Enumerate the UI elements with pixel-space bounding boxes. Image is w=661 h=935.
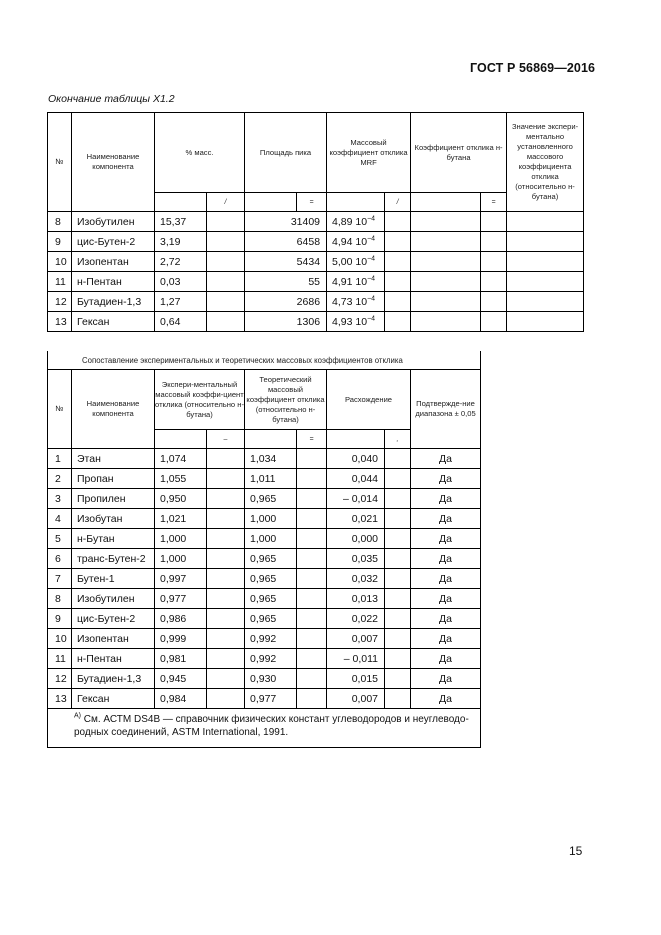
cell-theo: 1,011 (245, 469, 297, 489)
cell-confirm: Да (411, 449, 481, 469)
table-response-factors (47, 112, 584, 332)
cell-name: н-Пентан (72, 649, 155, 669)
cell-name: Пропан (72, 469, 155, 489)
cell-name: н-Пентан (72, 272, 155, 292)
cell-theo: 0,977 (245, 689, 297, 709)
cell-exp: 0,977 (155, 589, 207, 609)
cell-confirm: Да (411, 469, 481, 489)
cell-area: 31409 (245, 212, 327, 232)
table-row (48, 312, 584, 332)
cell-mrf-mantissa: 5,00 10 (332, 255, 368, 268)
table-caption: Окончание таблицы Х1.2 (48, 93, 175, 105)
cell-diff: 0,032 (327, 569, 385, 589)
cell-exp: 0,997 (155, 569, 207, 589)
cell-diff: 0,013 (327, 589, 385, 609)
cell-mrf-mantissa: 4,89 10 (332, 215, 368, 228)
cell-diff: 0,015 (327, 669, 385, 689)
cell-no: 4 (48, 509, 72, 529)
cell-confirm: Да (411, 689, 481, 709)
col2-header-diff: Расхождение (327, 370, 411, 430)
cell-name: Изобутилен (72, 212, 155, 232)
cell-theo: 0,965 (245, 549, 297, 569)
cell-confirm: Да (411, 629, 481, 649)
cell-diff: 0,044 (327, 469, 385, 489)
table-row (48, 669, 481, 689)
cell-area: 5434 (245, 252, 327, 272)
table-row (48, 252, 584, 272)
cell-no: 5 (48, 529, 72, 549)
table-row (48, 469, 481, 489)
cell-name: Бутен-1 (72, 569, 155, 589)
col2-header-theo: Теоретический массовый коэффициент отклика (относительно н-бутана) (245, 370, 327, 430)
cell-exp: 0,984 (155, 689, 207, 709)
cell-name: Этан (72, 449, 155, 469)
cell-theo: 1,034 (245, 449, 297, 469)
cell-name: Бутадиен-1,3 (72, 669, 155, 689)
cell-mrf-mantissa: 4,91 10 (332, 275, 368, 288)
col-header-mass: % масс. (155, 113, 245, 193)
cell-mrf (327, 252, 385, 272)
table-row (48, 609, 481, 629)
cell-confirm: Да (411, 489, 481, 509)
footnote (48, 709, 481, 748)
cell-exp: 0,986 (155, 609, 207, 629)
cell-no: 7 (48, 569, 72, 589)
subheader-mrf: / (385, 193, 411, 212)
cell-theo: 0,930 (245, 669, 297, 689)
cell-exp: 0,950 (155, 489, 207, 509)
cell-diff: 0,000 (327, 529, 385, 549)
standard-designation: ГОСТ Р 56869—2016 (470, 61, 596, 75)
cell-mrf (327, 292, 385, 312)
cell-mrf-exponent: −4 (367, 235, 376, 242)
cell-mrf-exponent: −4 (367, 215, 376, 222)
cell-mrf-mantissa: 4,94 10 (332, 235, 368, 248)
cell-mrf-exponent: −4 (367, 295, 376, 302)
col-header-name: Наименование компонента (72, 113, 155, 212)
table-row (48, 489, 481, 509)
cell-diff: 0,040 (327, 449, 385, 469)
cell-name: транс-Бутен-2 (72, 549, 155, 569)
table-row (48, 549, 481, 569)
cell-exp: 0,981 (155, 649, 207, 669)
cell-no: 10 (48, 252, 72, 272)
col-header-value: Значение экспери-ментально установленного массового коэффициента отклика (относительно н-бутана) (507, 113, 584, 212)
cell-name: н-Бутан (72, 529, 155, 549)
footnote-text: См. АСТМ DS4B — справочник физических констант углеводородов и неуглеводо-родных соединений, ASTM International, 1991. (74, 714, 469, 738)
cell-diff: 0,007 (327, 689, 385, 709)
cell-no: 12 (48, 292, 72, 312)
cell-no: 1 (48, 449, 72, 469)
cell-exp: 1,000 (155, 549, 207, 569)
col-header-no: № (48, 113, 72, 212)
col-header-mrf (327, 113, 411, 193)
cell-area: 2686 (245, 292, 327, 312)
cell-no: 13 (48, 689, 72, 709)
cell-diff: 0,007 (327, 629, 385, 649)
subheader-mass: / (207, 193, 245, 212)
table-row (48, 509, 481, 529)
cell-confirm: Да (411, 589, 481, 609)
cell-mrf (327, 312, 385, 332)
cell-diff: 0,022 (327, 609, 385, 629)
cell-no: 8 (48, 212, 72, 232)
table-row (48, 629, 481, 649)
table-row (48, 212, 584, 232)
table-row (48, 292, 584, 312)
cell-confirm: Да (411, 549, 481, 569)
cell-no: 9 (48, 232, 72, 252)
cell-mass: 2,72 (155, 252, 207, 272)
cell-theo: 0,992 (245, 649, 297, 669)
cell-theo: 0,965 (245, 609, 297, 629)
col2-header-no: № (48, 370, 72, 449)
subheader2-diff: , (385, 430, 411, 449)
page-number: 15 (569, 844, 583, 858)
table-comparison (47, 351, 481, 748)
col2-header-exp: Экспери-ментальный массовый коэффи-циент отклика (относительно н-бутана) (155, 370, 245, 430)
cell-diff: – 0,014 (327, 489, 385, 509)
cell-name: цис-Бутен-2 (72, 232, 155, 252)
cell-name: Пропилен (72, 489, 155, 509)
cell-confirm: Да (411, 669, 481, 689)
table-row (48, 689, 481, 709)
cell-mrf (327, 212, 385, 232)
cell-name: цис-Бутен-2 (72, 609, 155, 629)
cell-diff: 0,035 (327, 549, 385, 569)
cell-exp: 0,999 (155, 629, 207, 649)
cell-confirm: Да (411, 649, 481, 669)
cell-no: 8 (48, 589, 72, 609)
section-title: Сопоставление экспериментальных и теоретических массовых коэффициентов отклика (48, 351, 481, 370)
cell-exp: 0,945 (155, 669, 207, 689)
table-row (48, 232, 584, 252)
subheader2-theo: = (297, 430, 327, 449)
cell-mrf-mantissa: 4,93 10 (332, 315, 368, 328)
cell-name: Изобутилен (72, 589, 155, 609)
cell-confirm: Да (411, 509, 481, 529)
cell-no: 6 (48, 549, 72, 569)
cell-exp: 1,021 (155, 509, 207, 529)
subheader-area: = (297, 193, 327, 212)
table-row (48, 589, 481, 609)
table-row (48, 272, 584, 292)
cell-mrf (327, 232, 385, 252)
cell-no: 3 (48, 489, 72, 509)
cell-area: 1306 (245, 312, 327, 332)
cell-mrf-mantissa: 4,73 10 (332, 295, 368, 308)
cell-mass: 15,37 (155, 212, 207, 232)
mrf-header-text: Массовый коэффициент отклика MRF (329, 137, 408, 167)
table-row (48, 569, 481, 589)
cell-area: 55 (245, 272, 327, 292)
cell-mrf (327, 272, 385, 292)
col2-header-confirm: Подтвержде-ние диапазона ± 0,05 (411, 370, 481, 449)
cell-no: 9 (48, 609, 72, 629)
cell-name: Изопентан (72, 252, 155, 272)
col-header-area: Площадь пика (245, 113, 327, 193)
cell-name: Гексан (72, 689, 155, 709)
cell-name: Изопентан (72, 629, 155, 649)
cell-theo: 0,965 (245, 569, 297, 589)
cell-exp: 1,000 (155, 529, 207, 549)
cell-exp: 1,074 (155, 449, 207, 469)
cell-no: 11 (48, 649, 72, 669)
cell-theo: 0,992 (245, 629, 297, 649)
cell-name: Гексан (72, 312, 155, 332)
cell-name: Бутадиен-1,3 (72, 292, 155, 312)
cell-mass: 0,64 (155, 312, 207, 332)
subheader-coef: = (481, 193, 507, 212)
cell-mrf-exponent: −4 (367, 275, 376, 282)
subheader2-exp: – (207, 430, 245, 449)
table-row (48, 649, 481, 669)
cell-no: 11 (48, 272, 72, 292)
cell-mass: 3,19 (155, 232, 207, 252)
cell-diff: – 0,011 (327, 649, 385, 669)
cell-theo: 1,000 (245, 529, 297, 549)
cell-mass: 1,27 (155, 292, 207, 312)
cell-confirm: Да (411, 609, 481, 629)
cell-theo: 1,000 (245, 509, 297, 529)
cell-no: 2 (48, 469, 72, 489)
cell-confirm: Да (411, 529, 481, 549)
cell-mrf-exponent: −4 (367, 255, 376, 262)
cell-no: 13 (48, 312, 72, 332)
cell-exp: 1,055 (155, 469, 207, 489)
cell-confirm: Да (411, 569, 481, 589)
cell-mrf-exponent: −4 (367, 315, 376, 322)
col-header-coef: Коэффициент отклика н-бутана (411, 113, 507, 193)
cell-area: 6458 (245, 232, 327, 252)
col2-header-name: Наименование компонента (72, 370, 155, 449)
cell-diff: 0,021 (327, 509, 385, 529)
table-row (48, 529, 481, 549)
cell-mass: 0,03 (155, 272, 207, 292)
footnote-marker: А) (74, 712, 81, 720)
cell-theo: 0,965 (245, 589, 297, 609)
cell-name: Изобутан (72, 509, 155, 529)
cell-no: 12 (48, 669, 72, 689)
cell-no: 10 (48, 629, 72, 649)
table-row (48, 449, 481, 469)
cell-theo: 0,965 (245, 489, 297, 509)
